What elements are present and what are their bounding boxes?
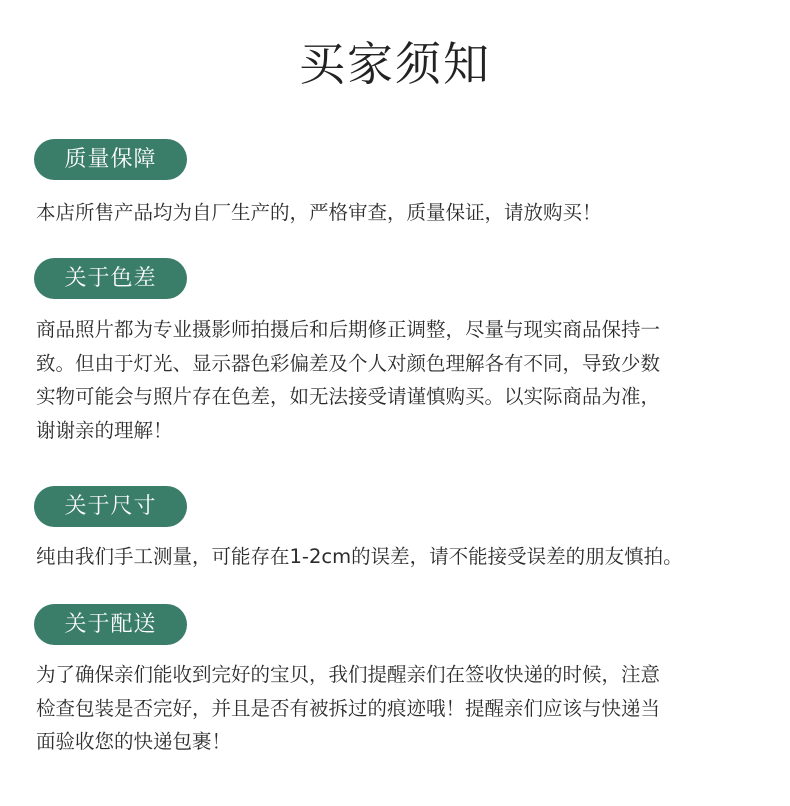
section-heading-size: 关于尺寸 xyxy=(34,486,187,527)
section-heading-color: 关于色差 xyxy=(34,258,187,299)
section-body-size xyxy=(36,540,683,574)
page-title: 买家须知 xyxy=(299,37,491,91)
section-heading-quality: 质量保障 xyxy=(34,139,187,180)
text-line: 谢谢亲的理解！ xyxy=(36,418,173,442)
text-line: 面验收您的快递包裹！ xyxy=(36,730,232,753)
text-line: 为了确保亲们能收到完好的宝贝，我们提醒亲们在签收快递的时候，注意 xyxy=(36,663,661,686)
text-line: 纯由我们手工测量，可能存在1-2cm的误差，请不能接受误差的朋友慎拍。 xyxy=(36,545,683,568)
text-line: 实物可能会与照片存在色差，如无法接受请谨慎购买。以实际商品为准， xyxy=(36,385,661,408)
section-heading-delivery: 关于配送 xyxy=(34,604,187,645)
text-line: 商品照片都为专业摄影师拍摄后和后期修正调整，尽量与现实商品保持一 xyxy=(36,318,661,341)
text-line: 检查包装是否完好，并且是否有被拆过的痕迹哦！提醒亲们应该与快递当 xyxy=(36,696,661,720)
text-line: 致。但由于灯光、显示器色彩偏差及个人对颜色理解各有不同，导致少数 xyxy=(36,351,661,375)
section-body-quality xyxy=(36,196,602,230)
section-body-color xyxy=(36,313,660,447)
section-body-delivery xyxy=(36,658,660,759)
text-line: 本店所售产品均为自厂生产的，严格审查，质量保证，请放购买！ xyxy=(36,201,602,224)
